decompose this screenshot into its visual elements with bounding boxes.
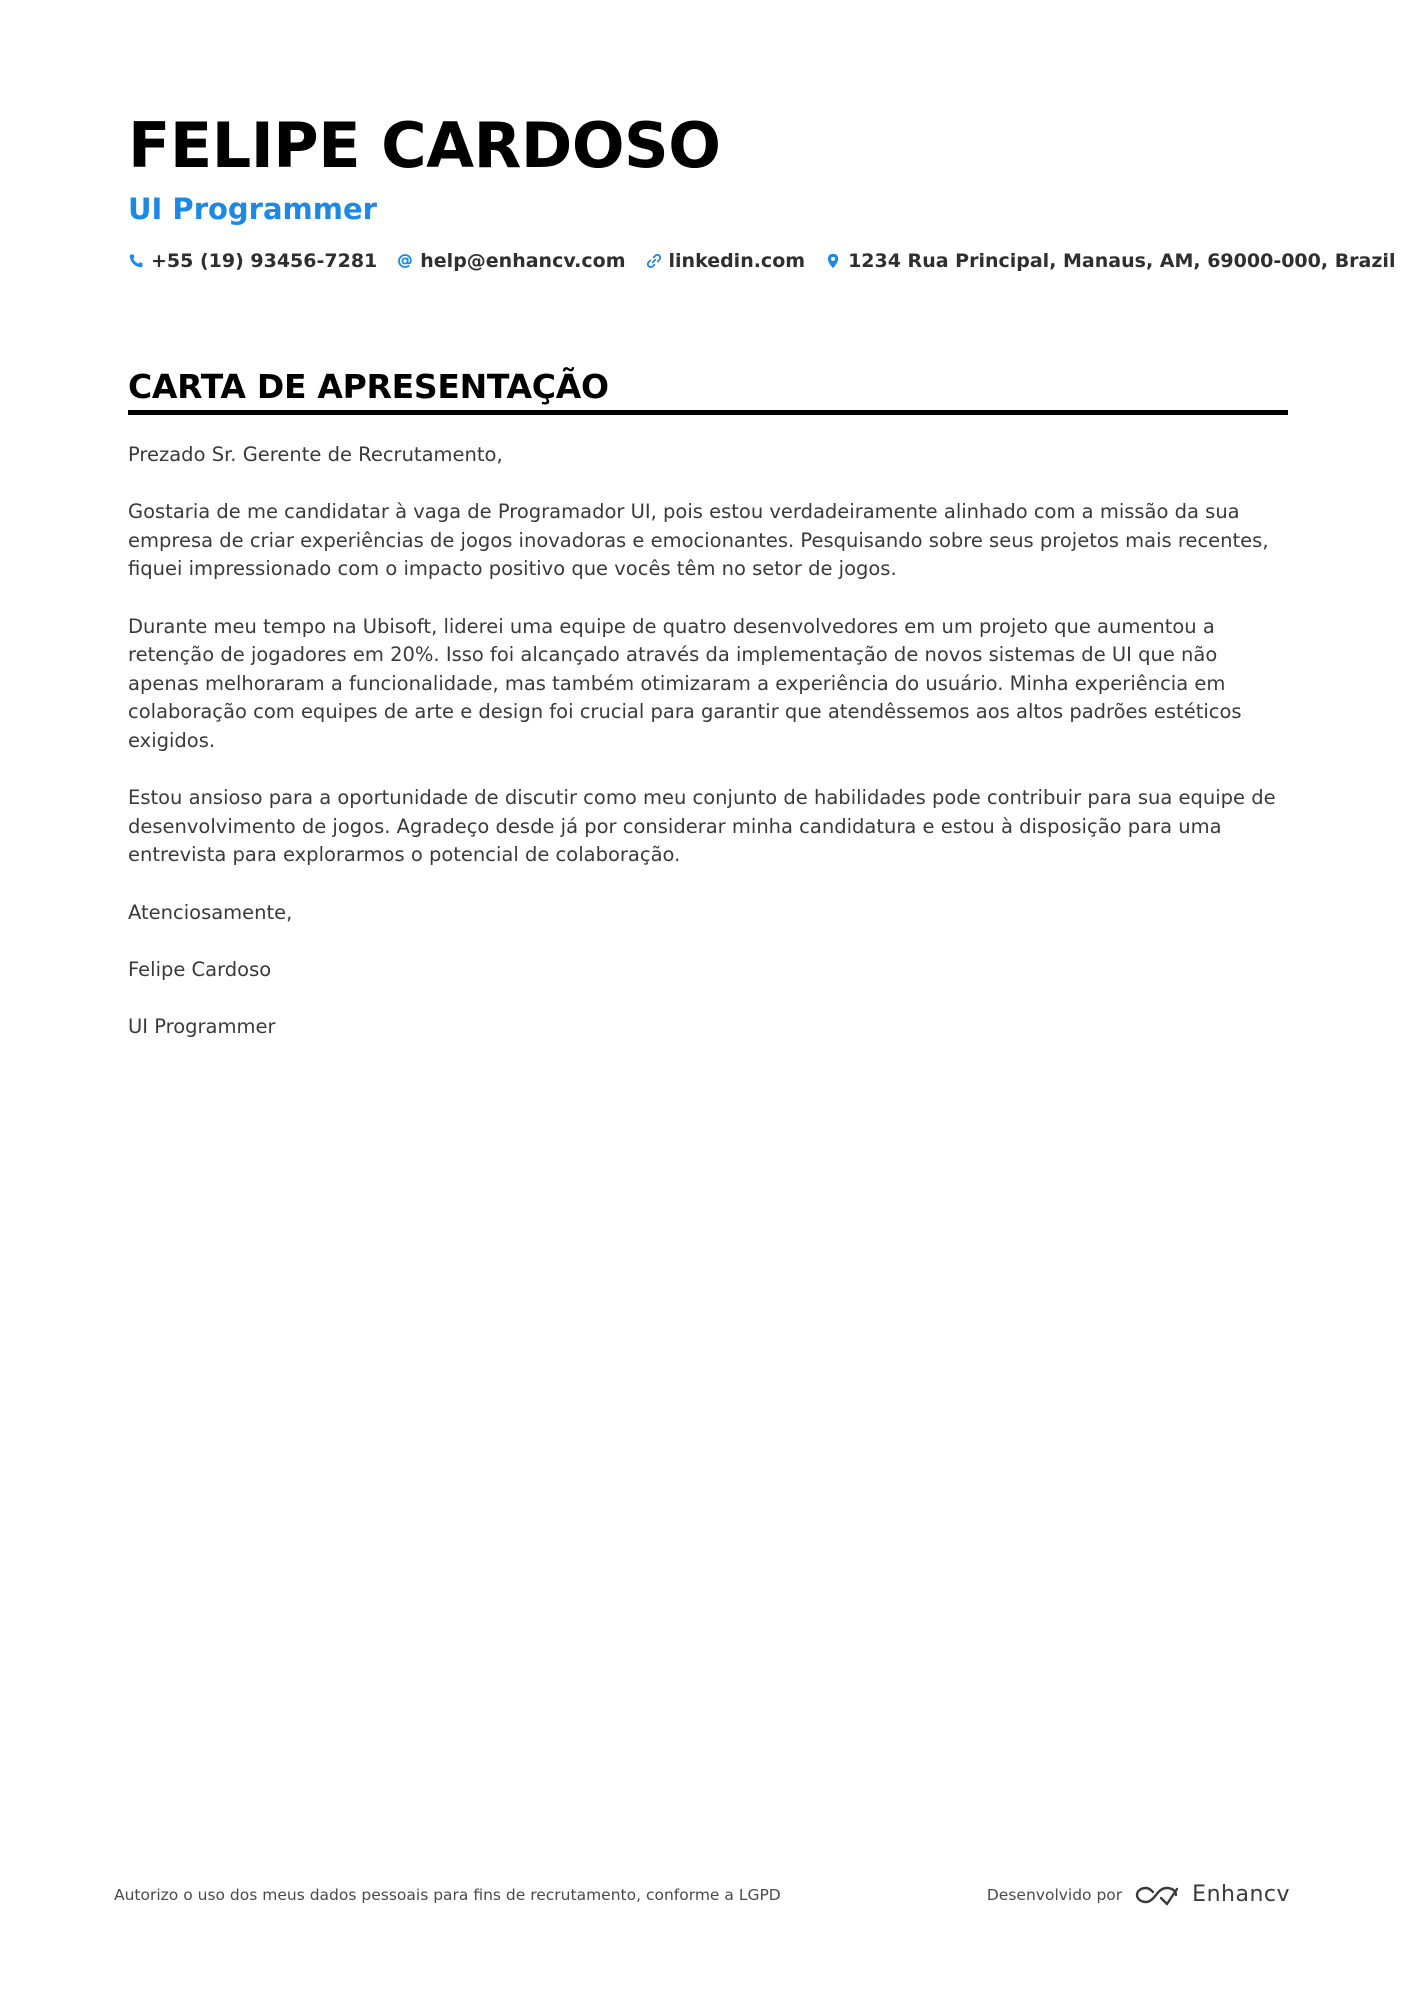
section-divider [128,410,1288,415]
at-icon [397,253,413,269]
enhancv-logo-icon [1134,1883,1180,1907]
closing: Atenciosamente, [128,900,293,924]
footer [114,1882,1290,1907]
built-by-text: Desenvolvido por [986,1885,1123,1904]
header [128,109,1396,272]
address-text: 1234 Rua Principal, Manaus, AM, 69000-000, Brazil [848,250,1396,272]
signature-name: Felipe Cardoso [128,957,272,981]
contact-address [825,250,1395,272]
signature-title: UI Programmer [128,1014,276,1038]
enhancv-logo [1134,1882,1290,1907]
candidate-role: UI Programmer [128,192,377,226]
contact-phone [128,250,377,272]
phone-icon [128,253,144,269]
brand-credit[interactable] [987,1882,1290,1907]
brand-name: Enhancv [1192,1882,1290,1907]
section-title: CARTA DE APRESENTAÇÃO [128,367,609,406]
letter-paragraph: Estou ansioso para a oportunidade de discutir como meu conjunto de habilidades pode contribuir para sua equipe de desenvolvimento de jogos. Agradeço desde já por considerar minha candidatura e estou à disposição para uma entrevista para explorarmos o potencial de colaboração. [128,786,1276,867]
contact-info [128,250,1396,272]
cover-letter-section [128,366,1288,1070]
letter-body [128,441,1288,1041]
email-text: help@enhancv.com [420,250,626,272]
location-pin-icon [825,253,841,269]
letter-paragraph: Gostaria de me candidatar à vaga de Programador UI, pois estou verdadeiramente alinhado com a missão da sua empresa de criar experiências de jogos inovadoras e emocionantes. Pesquisando sobre seus projetos mais recentes, fiquei impressionado com o impacto positivo que vocês têm no setor de jogos. [128,500,1269,581]
linkedin-text: linkedin.com [668,250,806,272]
consent-text: Autorizo o uso dos meus dados pessoais para fins de recrutamento, conforme a LGPD [114,1885,781,1904]
contact-linkedin[interactable] [646,250,806,272]
salutation: Prezado Sr. Gerente de Recrutamento, [128,443,503,466]
phone-text: +55 (19) 93456-7281 [151,250,378,272]
candidate-name: FELIPE CARDOSO [128,109,721,182]
link-icon [646,253,662,269]
contact-email[interactable] [397,250,625,272]
letter-paragraph: Durante meu tempo na Ubisoft, liderei uma equipe de quatro desenvolvedores em um projeto que aumentou a retenção de jogadores em 20%. Isso foi alcançado através da implementação de novos sistemas de UI que não apenas melhoraram a funcionalidade, mas também otimizaram a experiência do usuário. Minha experiência em colaboração com equipes de arte e design foi crucial para garantir que atendêssemos aos altos padrões estéticos exigidos. [128,614,1242,752]
